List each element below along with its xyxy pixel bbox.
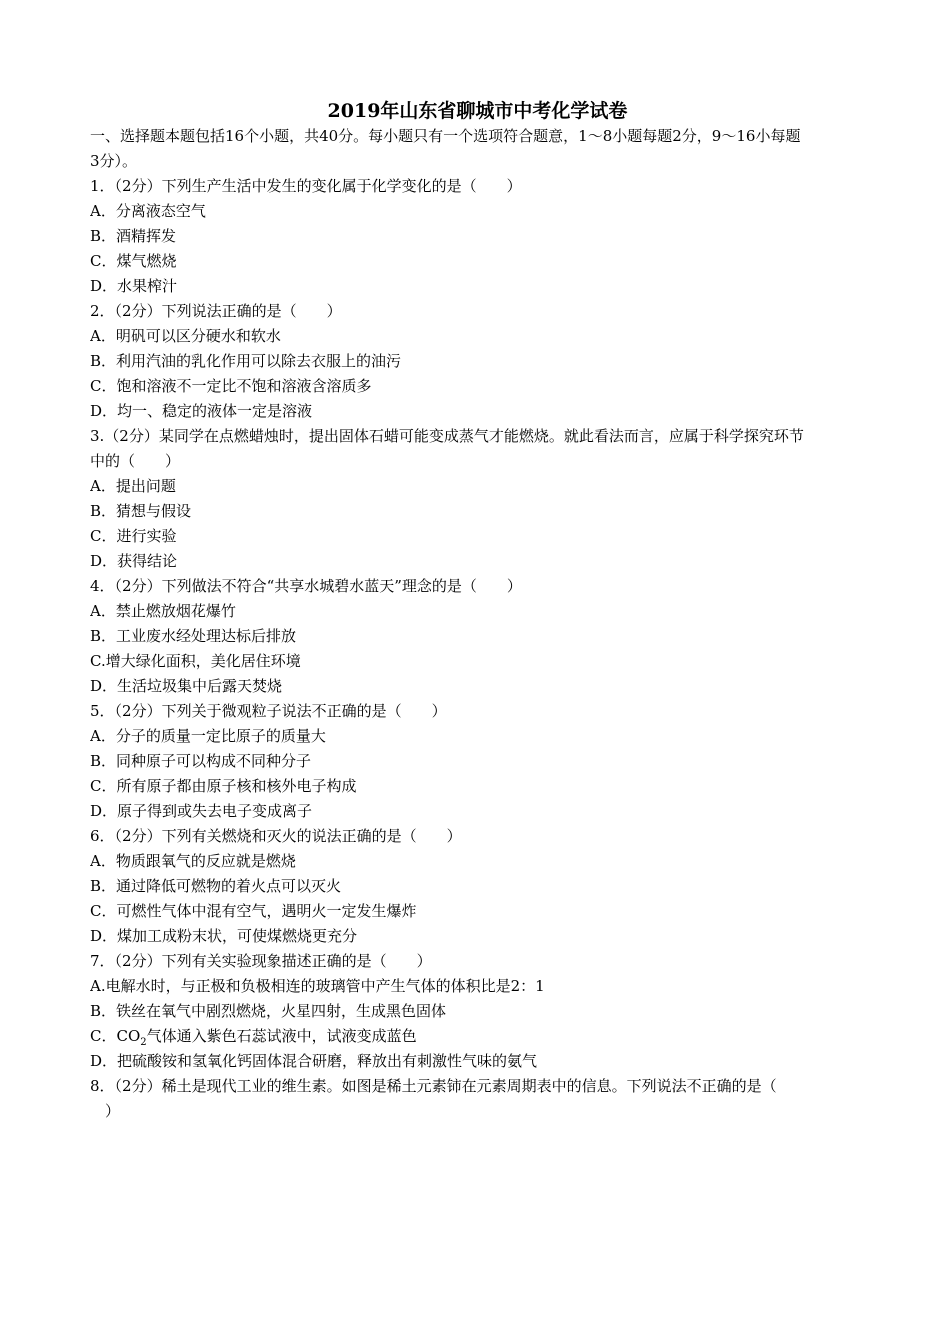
question-4-stem: 4．（2分）下列做法不符合“共享水城碧水蓝天”理念的是（ ） (90, 577, 522, 595)
question-6-stem: 6．（2分）下列有关燃烧和灭火的说法正确的是（ ） (90, 827, 462, 845)
question-1-option-d: D．水果榨汁 (90, 277, 178, 295)
question-7-option-d: D．把硫酸铵和氢氧化钙固体混合研磨，释放出有刺激性气味的氨气 (90, 1052, 538, 1070)
question-5-option-c: C．所有原子都由原子核和核外电子构成 (90, 777, 357, 795)
question-5-option-a: A．分子的质量一定比原子的质量大 (90, 727, 326, 745)
question-6-option-a: A．物质跟氧气的反应就是燃烧 (90, 852, 296, 870)
question-7-option-b: B．铁丝在氧气中剧烈燃烧，火星四射，生成黑色固体 (90, 1002, 447, 1020)
question-5-option-d: D．原子得到或失去电子变成离子 (90, 802, 313, 820)
question-2-option-d: D．均一、稳定的液体一定是溶液 (90, 402, 313, 420)
question-1-option-b: B．酒精挥发 (90, 227, 177, 245)
question-4-option-c: C.增大绿化面积，美化居住环境 (90, 652, 301, 670)
question-2-option-c: C．饱和溶液不一定比不饱和溶液含溶质多 (90, 377, 372, 395)
question-2-option-a: A．明矾可以区分硬水和软水 (90, 327, 281, 345)
question-7-option-c-suffix: 气体通入紫色石蕊试液中，试液变成蓝色 (146, 1027, 417, 1045)
exam-title: 2019年山东省聊城市中考化学试卷 (327, 100, 628, 122)
question-3-stem-cont: 中的（ ） (90, 452, 181, 470)
question-4-option-a: A．禁止燃放烟花爆竹 (90, 602, 236, 620)
question-8-stem: 8．（2分）稀土是现代工业的维生素。如图是稀土元素铈在元素周期表中的信息。下列说法不正确的是（ (90, 1077, 777, 1095)
section-intro-cont: 3分）。 (90, 152, 138, 170)
section-intro: 一、选择题本题包括16个小题，共40分。每小题只有一个选项符合题意，1～8小题每题2分，9～16小每题 (90, 127, 801, 145)
question-6-option-b: B．通过降低可燃物的着火点可以灭火 (90, 877, 342, 895)
question-2-option-b: B．利用汽油的乳化作用可以除去衣服上的油污 (90, 352, 402, 370)
question-5-option-b: B．同种原子可以构成不同种分子 (90, 752, 312, 770)
question-3-option-d: D．获得结论 (90, 552, 178, 570)
question-1-option-a: A．分离液态空气 (90, 202, 206, 220)
question-3-option-a: A．提出问题 (90, 477, 176, 495)
question-2-stem: 2．（2分）下列说法正确的是（ ） (90, 302, 342, 320)
question-7-option-c (90, 1024, 865, 1049)
co2-subscript: 2 (140, 1037, 147, 1048)
question-7-option-c-prefix: C．CO (90, 1027, 141, 1045)
exam-page (90, 98, 865, 1124)
question-1-option-c: C．煤气燃烧 (90, 252, 177, 270)
question-7-option-a: A.电解水时，与正极和负极相连的玻璃管中产生气体的体积比是2：1 (90, 977, 545, 995)
question-4-option-b: B．工业废水经处理达标后排放 (90, 627, 297, 645)
question-5-stem: 5．（2分）下列关于微观粒子说法不正确的是（ ） (90, 702, 447, 720)
question-7-stem: 7．（2分）下列有关实验现象描述正确的是（ ） (90, 952, 432, 970)
question-3-option-b: B．猜想与假设 (90, 502, 192, 520)
question-6-option-c: C．可燃性气体中混有空气，遇明火一定发生爆炸 (90, 902, 417, 920)
question-1-stem: 1．（2分）下列生产生活中发生的变化属于化学变化的是（ ） (90, 177, 522, 195)
question-3-stem: 3.（2分）某同学在点燃蜡烛时，提出固体石蜡可能变成蒸气才能燃烧。就此看法而言，应属于科学探究环节 (90, 427, 804, 445)
question-8-stem-cont: ） (90, 1102, 121, 1120)
question-3-option-c: C．进行实验 (90, 527, 177, 545)
question-4-option-d: D．生活垃圾集中后露天焚烧 (90, 677, 283, 695)
question-6-option-d: D．煤加工成粉末状，可使煤燃烧更充分 (90, 927, 358, 945)
